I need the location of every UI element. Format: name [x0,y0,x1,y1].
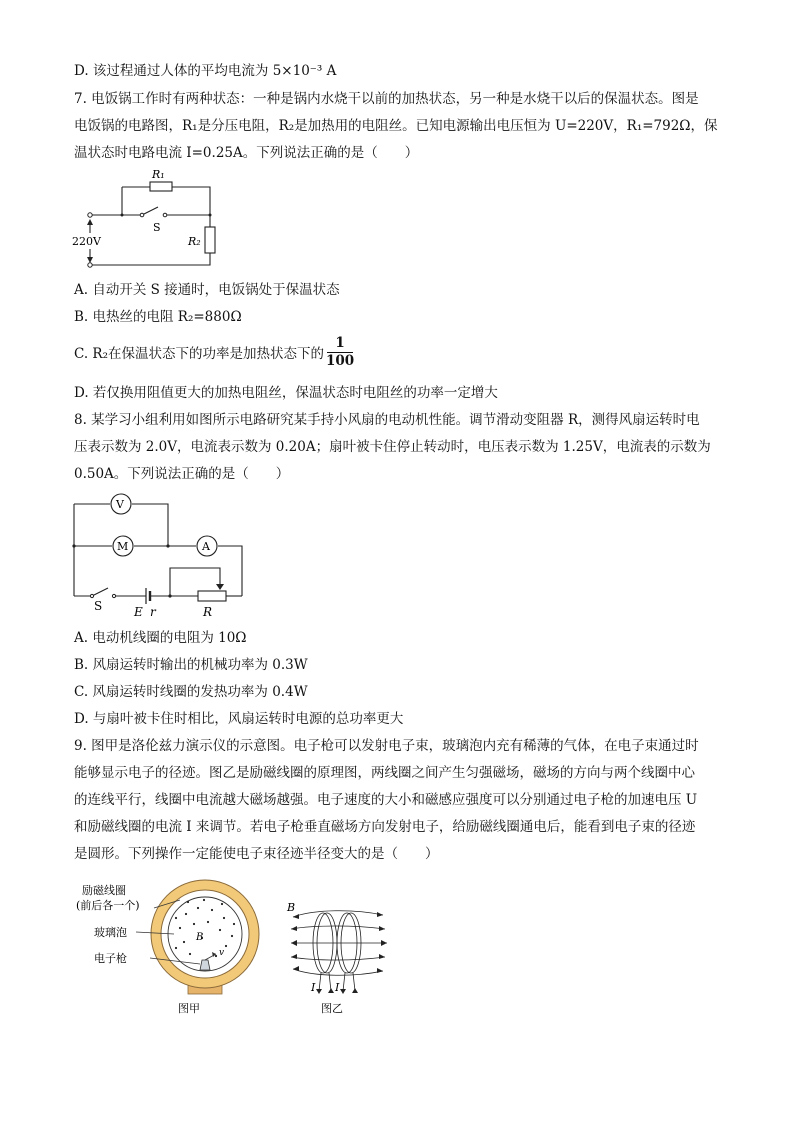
q8-emf-label: E [134,605,143,619]
q7-r1-resistor [150,182,172,191]
q8-option-c: C. 风扇运转时线圈的发热功率为 0.4W [74,684,308,700]
q7-option-c: C. R₂在保温状态下的功率是加热状态下的 [74,346,325,362]
q9-stem-line-3: 的连线平行，线圈中电流越大磁场越强。电子速度的大小和磁感应强度可以分别通过电子枪的加速电压 U [74,792,698,808]
q9-electron-gun [200,960,210,970]
q9-fig-a-b-label: B [196,932,204,943]
q9-fig-b-caption: 图乙 [321,1002,343,1015]
q9-stem-line-5: 是圆形。下列操作一定能使电子束径迹半径变大的是（ ） [74,846,439,862]
q9-fig-b-i1-label: I [311,981,316,994]
q9-label-bulb: 玻璃泡 [94,926,127,939]
q6-option-d: D. 该过程通过人体的平均电流为 5×10⁻³ A [74,63,337,79]
q8-rheostat-label: R [203,605,213,619]
q9-label-gun: 电子枪 [94,952,127,965]
q8-switch-label: S [94,599,103,613]
q7-voltage-label: 220V [72,235,101,248]
q8-circuit-figure [70,490,250,620]
q9-label-coil-note: (前后各一个) [76,899,140,912]
q9-label-coil: 励磁线圈 [82,884,126,897]
q8-ammeter-label: A [202,540,210,553]
q8-motor-label: M [117,540,129,553]
q7-option-c-fraction [326,336,354,369]
q8-internal-r-label: r [150,605,156,619]
q9-fig-a-caption: 图甲 [178,1002,200,1015]
q8-stem-line-1: 8. 某学习小组利用如图所示电路研究某手持小风扇的电动机性能。调节滑动变阻器 R，测得风扇运转时电 [74,412,700,428]
q9-fig-a-v-label: v [219,948,225,958]
q7-r2-resistor [205,227,215,253]
q7-stem-line-3: 温状态时电路电流 I=0.25A。下列说法正确的是（ ） [74,145,419,161]
q7-r1-label: R₁ [152,168,165,181]
q8-option-b: B. 风扇运转时输出的机械功率为 0.3W [74,657,308,673]
q7-r2-label: R₂ [188,235,201,248]
q8-option-a: A. 电动机线圈的电阻为 10Ω [74,630,247,646]
q7-circuit-figure [70,165,230,275]
q7-option-a: A. 自动开关 S 接通时，电饭锅处于保温状态 [74,282,340,298]
q7-fraction-denominator: 100 [326,353,355,369]
q9-stem-line-1: 9. 图甲是洛伦兹力演示仪的示意图。电子枪可以发射电子束，玻璃泡内充有稀薄的气体，在电子束通过时 [74,738,699,754]
q7-fraction-numerator: 1 [335,335,345,351]
q8-stem-line-3: 0.50A。下列说法正确的是（ ） [74,466,290,482]
q7-option-b: B. 电热丝的电阻 R₂=880Ω [74,309,242,325]
q7-switch-label: S [153,221,161,234]
q7-stem-line-2: 电饭锅的电路图，R₁是分压电阻，R₂是加热用的电阻丝。已知电源输出电压恒为 U=220V，R₁=792Ω，保 [74,118,718,134]
q7-stem-line-1: 7. 电饭锅工作时有两种状态：一种是锅内水烧干以前的加热状态，另一种是水烧干以后的保温状态。图是 [74,91,699,107]
q9-stem-line-2: 能够显示电子的径迹。图乙是励磁线圈的原理图，两线圈之间产生匀强磁场，磁场的方向与两个线圈中心 [74,765,695,781]
q8-stem-line-2: 压表示数为 2.0V，电流表示数为 0.20A；扇叶被卡住停止转动时，电压表示数为 1.25V，电流表的示数为 [74,439,711,455]
q9-figure-a [76,878,276,1018]
q9-fig-b-i2-label: I [335,981,340,994]
q9-fig-b-b-label: B [287,901,296,914]
q7-option-d: D. 若仅换用阻值更大的加热电阻丝，保温状态时电阻丝的功率一定增大 [74,385,498,401]
q9-figure-b [285,895,395,1020]
q9-stem-line-4: 和励磁线圈的电流 I 来调节。若电子枪垂直磁场方向发射电子，给励磁线圈通电后，能看到电子束的径迹 [74,819,696,835]
q8-option-d: D. 与扇叶被卡住时相比，风扇运转时电源的总功率更大 [74,711,404,727]
q8-rheostat [198,591,226,601]
q8-voltmeter-label: V [116,498,124,511]
